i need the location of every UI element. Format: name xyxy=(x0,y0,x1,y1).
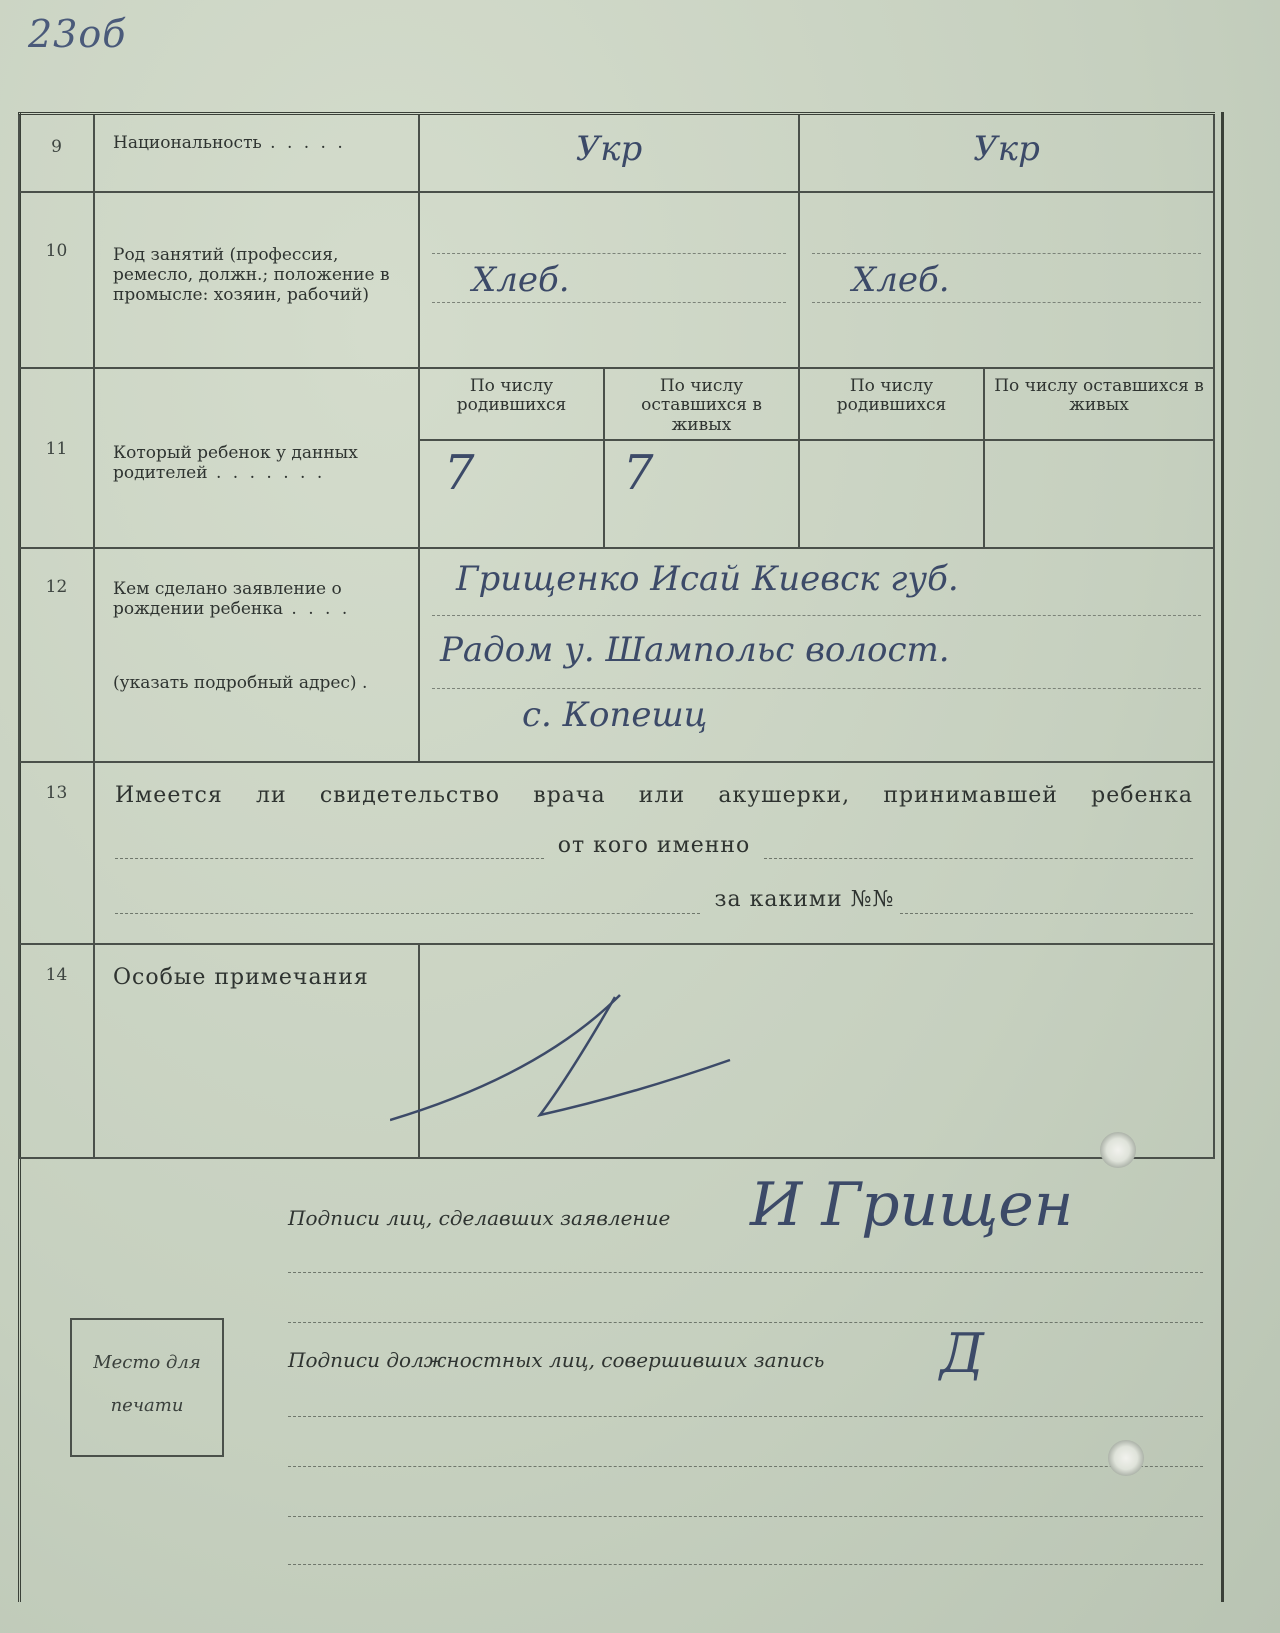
declarant-village: с. Копешц xyxy=(522,694,708,735)
nationality-value: Укр xyxy=(575,129,643,169)
occupation-label: Род занятий (профессия, ремесло, должн.; положение в промысле: хозяин, рабочий) xyxy=(94,192,419,368)
occupation-father xyxy=(419,192,799,368)
officials-signature-label: Подписи должностных лиц, совершивших запись xyxy=(288,1348,825,1372)
declarant-address: Радом у. Шампольс волост. xyxy=(440,629,950,670)
punch-hole xyxy=(1108,1440,1144,1476)
occupation-value: Хлеб. xyxy=(852,259,950,300)
row-nationality xyxy=(19,114,1214,192)
address-label: (указать подробный адрес) xyxy=(113,673,357,694)
alive-count-value: 7 xyxy=(623,444,654,501)
row-child-order xyxy=(19,368,1214,548)
cross-out-mark xyxy=(390,985,790,1135)
row-number: 13 xyxy=(19,762,94,944)
stamp-label: печати xyxy=(110,1395,184,1416)
stamp-placeholder xyxy=(70,1318,224,1457)
born-count-value: 7 xyxy=(444,444,475,501)
signature-line xyxy=(288,1516,1203,1517)
born-column-header: По числу родившихся xyxy=(800,369,983,441)
child-order-label: Который ребенок у данных родителей . . . . . . . xyxy=(94,368,419,548)
declarant-label: Кем сделано заявление о рождении ребенка . . . . (указать подробный адрес) . xyxy=(94,548,419,762)
declarant-name: Грищенко Исай Киевск губ. xyxy=(456,558,959,599)
from-whom-label: от кого именно xyxy=(557,832,751,858)
row-number: 11 xyxy=(19,368,94,548)
which-numbers-label: за какими №№ xyxy=(714,887,895,913)
row-number: 10 xyxy=(19,192,94,368)
stamp-label: Место для xyxy=(93,1352,201,1373)
occupation-value: Хлеб. xyxy=(472,259,570,300)
applicants-signature: И Грищен xyxy=(750,1170,1074,1240)
row-certificate xyxy=(19,762,1214,944)
row-number: 12 xyxy=(19,548,94,762)
remarks-value xyxy=(419,944,1214,1158)
remarks-label: Особые примечания xyxy=(94,944,419,1158)
born-count-mother xyxy=(799,368,984,548)
signature-line xyxy=(288,1416,1203,1417)
row-number: 14 xyxy=(19,944,94,1158)
signature-line xyxy=(288,1272,1203,1273)
occupation-mother xyxy=(799,192,1214,368)
punch-hole xyxy=(1100,1132,1136,1168)
alive-count-mother xyxy=(984,368,1214,548)
nationality-father xyxy=(419,114,799,192)
alive-column-header: По числу оставшихся в живых xyxy=(605,369,798,441)
certificate-question: Имеется ли свидетельство врача или акушерки, принимавшей ребенка xyxy=(115,782,1194,808)
applicants-signature-label: Подписи лиц, сделавших заявление xyxy=(288,1206,671,1230)
row-number: 9 xyxy=(19,114,94,192)
record-form xyxy=(18,112,1215,1159)
page-number: 23об xyxy=(28,12,127,56)
row-occupation xyxy=(19,192,1214,368)
nationality-mother xyxy=(799,114,1214,192)
nationality-value: Укр xyxy=(973,129,1040,169)
certificate-cell xyxy=(94,762,1214,944)
signature-line xyxy=(288,1466,1203,1467)
nationality-label: Национальность . . . . . xyxy=(94,114,419,192)
declarant-value xyxy=(419,548,1214,762)
alive-column-header: По числу оставшихся в живых xyxy=(985,369,1213,441)
row-remarks xyxy=(19,944,1214,1158)
born-count-father xyxy=(419,368,604,548)
signature-line xyxy=(288,1564,1203,1565)
row-declarant xyxy=(19,548,1214,762)
alive-count-father xyxy=(604,368,799,548)
born-column-header: По числу родившихся xyxy=(420,369,603,441)
signature-line xyxy=(288,1322,1203,1323)
officials-signature: Д xyxy=(940,1322,984,1385)
